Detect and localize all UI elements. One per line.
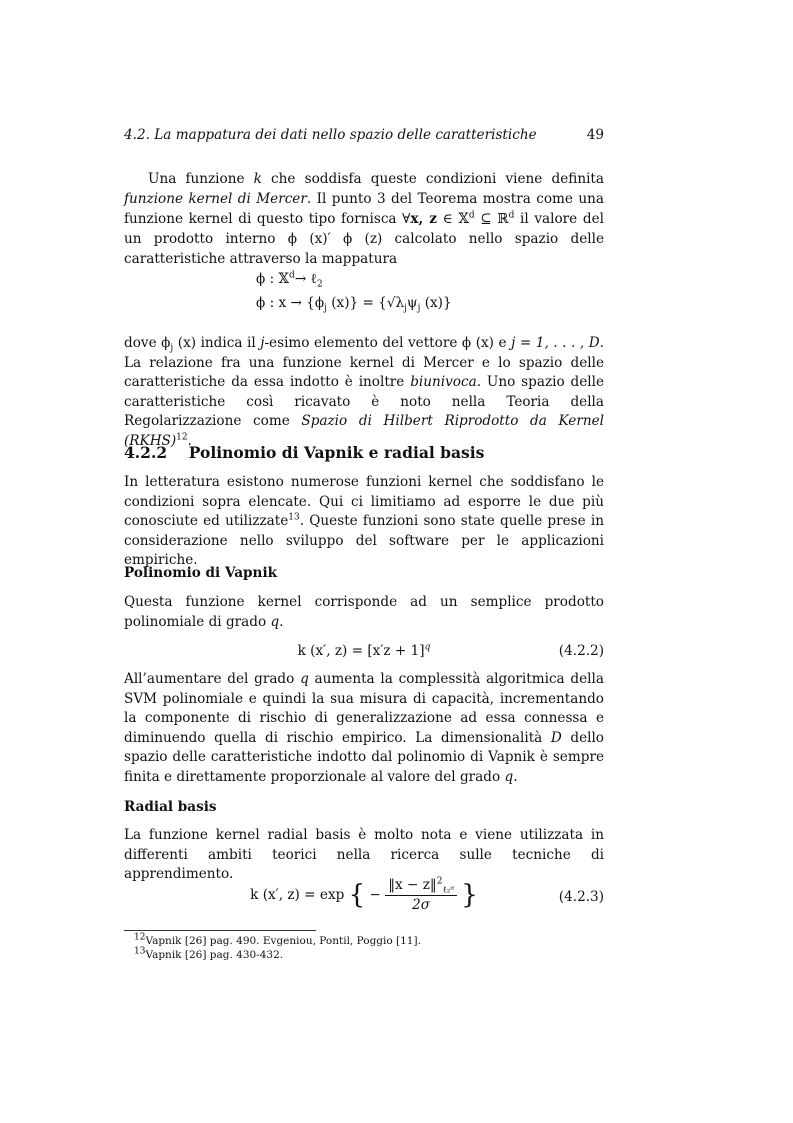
page-number: 49 (586, 127, 604, 143)
section-heading (124, 443, 604, 462)
mapping-line-1: ϕ : 𝕏$^d$→ ℓ$_2$ (256, 270, 323, 290)
footnote-13: $^{13}$Vapnik [26] pag. 430-432. (134, 946, 284, 961)
paragraph-complexity: All’aumentare del grado q aumenta la complessità algoritmica della SVM polinomiale e quindi la sua misura di capacità, incrementando la componente di rischio di generalizzazione ad essa connessa e diminuendo quella di rischio empirico. La dimensionalità D dello spazio delle caratteristiche indotto dal polinomio di Vapnik è sempre finita e direttamente proporzionale al valore del grado q. (124, 671, 604, 785)
paragraph-mercer: Una funzione k che soddisfa queste condizioni viene definita funzione kernel di Mercer. Il punto 3 del Teorema mostra come una funzione kernel di questo tipo fornisca ∀x, z ∈ 𝕏$^d$ ⊆ ℝ$^d$ il valore del un prodotto interno ϕ (x)′ ϕ (z) calcolato nello spazio delle caratteristiche attraverso la mappatura (124, 171, 605, 267)
header-title: 4.2. La mappatura dei dati nello spazio delle caratteristiche (124, 127, 537, 143)
equation-number: (4.2.2) (558, 643, 604, 659)
equation-mapping (256, 270, 556, 318)
footnotes (124, 934, 604, 962)
section-number: 4.2.2 (124, 443, 168, 462)
running-header (124, 127, 604, 143)
subheading-vapnik: Polinomio di Vapnik (124, 565, 278, 581)
mapping-line-2: ϕ : $x \to \{\phi_j$ $(x)\} = \{√\lambda_j\psi_j$ (x)} (256, 295, 452, 314)
equation-number: (4.2.3) (558, 889, 604, 905)
section-title: Polinomio di Vapnik e radial basis (188, 443, 485, 462)
footnote-rule (124, 930, 316, 931)
subheading-radial: Radial basis (124, 799, 217, 815)
equation-4-2-2: k (x′, $z) = [x'z + 1]^q$ (4.2.2) (297, 642, 604, 659)
paragraph-rkhs: dove $\phi_j$ (x) indica il j-esimo elemento del vettore ϕ (x) e j = 1, . . . , D. La relazione fra una funzione kernel di Mercer e lo spazio delle caratteristiche da essa indotto è inoltre biunivoca. Uno spazio delle caratteristiche così ricavato è noto nella Teoria della Regolarizzazione come Spazio di Hilbert Riprodotto da Kernel (RKHS)$^{12}$. (124, 335, 604, 449)
footnote-12: $^{12}$Vapnik [26] pag. 490. Evgeniou, Pontil, Poggio [11]. (134, 932, 421, 947)
paragraph-radial: La funzione kernel radial basis è molto nota e viene utilizzata in differenti ambiti teorici nella ricerca sulle tecniche di apprendimento. (124, 827, 604, 882)
paragraph-intro: In letteratura esistono numerose funzioni kernel che soddisfano le condizioni sopra elencate. Qui ci limitiamo ad esporre le due più conosciute ed utilizzate$^{13}$. Queste funzioni sono state quelle prese in considerazione nello sviluppo del software per le applicazioni empiriche. (124, 474, 605, 568)
equation-4-2-3: k (x′, z) = exp { − $\frac{‖x - z‖^2_{\ell_2ᵈ}}{2\sigma}$ } (4.2.3) (250, 876, 604, 913)
paragraph-vapnik: Questa funzione kernel corrisponde ad un semplice prodotto polinomiale di grado q. (124, 594, 604, 630)
